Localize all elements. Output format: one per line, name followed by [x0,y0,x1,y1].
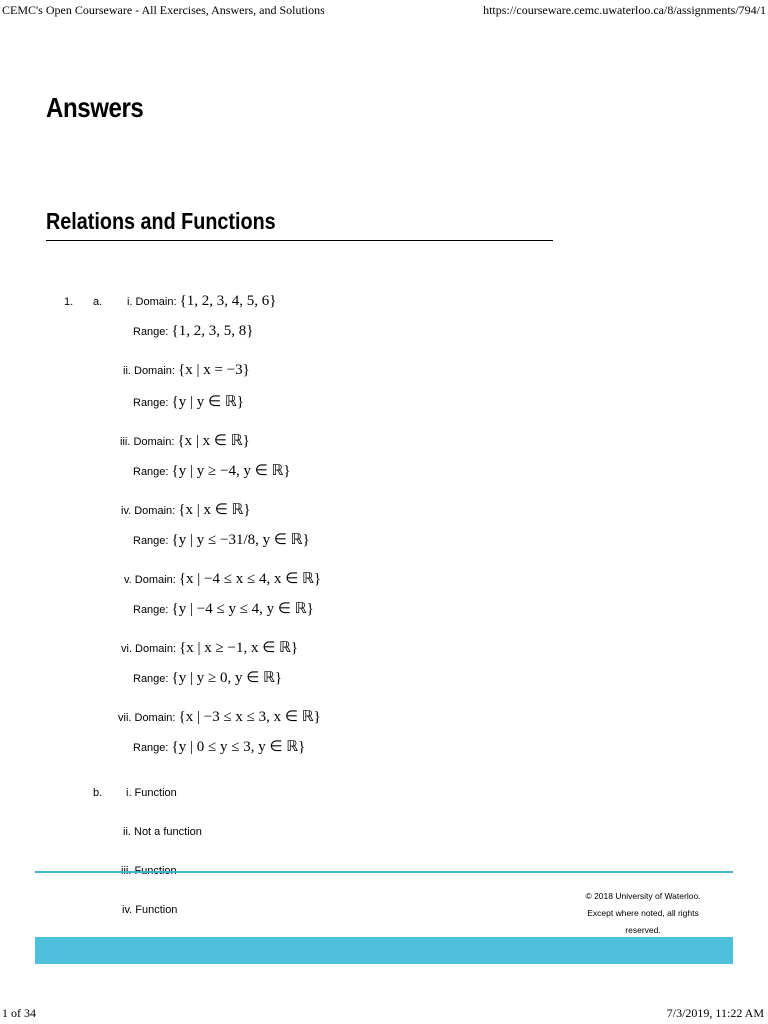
copyright-line: © 2018 University of Waterloo. [585,891,701,901]
range-value: {y | y ≥ −4, y ∈ ℝ} [171,463,291,479]
domain-label: vi. Domain: [121,643,177,655]
domain-value: {x | −3 ≤ x ≤ 3, x ∈ ℝ} [178,709,321,725]
answer-v-domain [124,569,321,588]
answer-i-domain [127,293,277,310]
answer-ii-domain [123,362,250,379]
answer-iv-range [133,530,310,549]
answer-vii-range [133,737,305,756]
range-value: {y | y ∈ ℝ} [171,394,244,410]
range-label: Range: [133,397,169,409]
range-label: Range: [133,673,169,685]
answer-vi-range [133,668,282,687]
section-title: Relations and Functions [46,208,276,234]
copyright-notice [573,888,713,939]
domain-label: iii. Domain: [120,436,175,448]
answer-b-iv: iv. Function [122,904,178,916]
domain-label: v. Domain: [124,574,176,586]
page-title: Answers [46,92,144,123]
rights-line: Except where noted, all rights reserved. [587,908,699,935]
domain-label: iv. Domain: [121,505,176,517]
domain-value: {1, 2, 3, 4, 5, 6} [179,293,277,309]
range-label: Range: [133,326,169,338]
range-value: {1, 2, 3, 5, 8} [171,323,254,339]
answer-iii-range [133,461,291,480]
print-page-number: 1 of 34 [2,1006,36,1020]
answer-vi-domain [121,638,298,657]
domain-label: vii. Domain: [118,712,176,724]
domain-label: ii. Domain: [123,365,175,377]
answer-iii-domain [120,431,250,450]
footer-divider [35,871,733,873]
section-divider [46,240,553,241]
range-value: {y | y ≥ 0, y ∈ ℝ} [171,670,283,686]
footer-bar [35,937,733,964]
browser-page-url[interactable]: https://courseware.cemc.uwaterloo.ca/8/assignments/794/1 [483,3,766,17]
range-value: {y | 0 ≤ y ≤ 3, y ∈ ℝ} [171,739,306,755]
answer-ii-range [133,392,244,411]
domain-value: {x | −4 ≤ x ≤ 4, x ∈ ℝ} [178,571,322,587]
domain-value: {x | x ≥ −1, x ∈ ℝ} [179,640,299,656]
domain-value: {x | x ∈ ℝ} [177,433,250,449]
answer-i-range [133,323,253,340]
range-label: Range: [133,742,169,754]
answer-b-i: i. Function [126,787,177,799]
range-label: Range: [133,604,169,616]
range-value: {y | −4 ≤ y ≤ 4, y ∈ ℝ} [171,601,314,617]
part-a-letter: a. [93,296,103,308]
range-label: Range: [133,535,169,547]
domain-label: i. Domain: [127,296,177,308]
domain-value: {x | x = −3} [178,362,250,378]
browser-page-title: CEMC's Open Courseware - All Exercises, Answers, and Solutions [2,3,325,17]
print-datetime: 7/3/2019, 11:22 AM [666,1006,764,1020]
answer-b-ii: ii. Not a function [123,826,202,838]
part-b-letter: b. [93,787,103,799]
domain-value: {x | x ∈ ℝ} [178,502,251,518]
range-label: Range: [133,466,169,478]
answer-iv-domain [121,500,251,519]
range-value: {y | y ≤ −31/8, y ∈ ℝ} [171,532,310,548]
question-number: 1. [64,296,74,308]
answer-v-range [133,599,314,618]
answer-vii-domain [118,707,321,726]
